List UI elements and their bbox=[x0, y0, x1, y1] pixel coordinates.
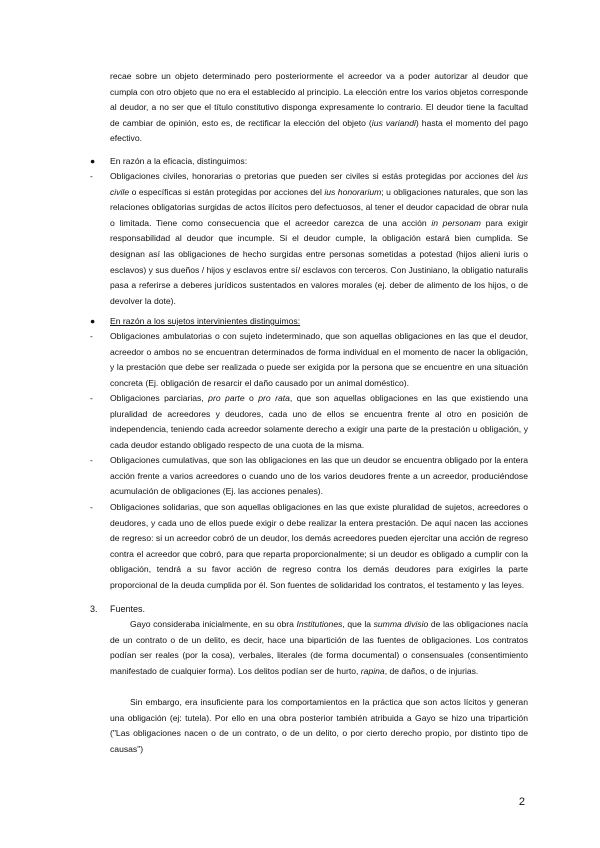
intro-text-1: recae sobre un objeto determinado pero posteriormente el acreedor va a poder autorizar al deudor que cumpla con otro objeto que no era el establecido al principio. La elección entre los varios objetos corresponde al deudor, a no ser que el título constitutivo disponga expresamente lo contrario. El deudor tiene la facultad de cambiar de opinión, esto es, de rectificar la elección del objeto ( bbox=[110, 71, 529, 128]
dash-marker: - bbox=[90, 171, 93, 181]
parciarias-text-2: o bbox=[244, 393, 259, 403]
sujetos-heading-row bbox=[90, 314, 300, 330]
eficacia-text-3: ; u obligaciones naturales, que son las relaciones obligatorias surgidas de actos ilícitos pero defectuosos, al tener el deudor capacidad de obrar nula o limitada. Tiene como consecuencia que el acreedor carezca de una acción bbox=[110, 186, 528, 228]
fuentes-italic-2: summa divisio bbox=[373, 619, 429, 629]
ambulatorias-item bbox=[90, 329, 528, 391]
parciarias-text-1: Obligaciones parciarias, bbox=[110, 393, 209, 403]
parciarias-item bbox=[90, 391, 528, 453]
solidarias-text: Obligaciones solidarias, que son aquellas obligaciones en las que existe pluralidad de sujetos, acreedores o deudores, y cada uno de ellos puede exigir o debe realizar la entera prestación. De aquí nacen las acciones de regreso: si un acreedor cobró de un deudor, los demás acreedores pueden ejercitar una acción de regreso contra el acreedor que cobró, para que reparta proporcionalmente; si un deudor es obligado a cumplir con la obligación, tendrá a su favor acción de regreso contra los demás deudores para exigirles la parte proporcional de la deuda cumplida por él. Son fuentes de solidaridad los contratos, el testamento y las leyes. bbox=[110, 502, 528, 590]
cumulativas-item bbox=[90, 453, 528, 500]
eficacia-item bbox=[90, 169, 528, 309]
eficacia-text-2: o específicas si están protegidas por acciones del bbox=[129, 186, 325, 197]
ambulatorias-text: Obligaciones ambulatorias o con sujeto indeterminado, que son aquellas obligaciones en las que el deudor, acreedor o ambos no se encuentran determinados de forma individual en el momento de nacer la obligación, y la prestación que debe ser realizada o puede ser exigida por la persona que se encuentre en una situación concreta (Ej. obligación de resarcir el daño causado por un animal doméstico). bbox=[110, 331, 528, 388]
eficacia-italic-1: ius civile bbox=[110, 171, 528, 197]
intro-italic: ius variandi bbox=[371, 117, 416, 128]
fuentes-italic-1: Institutiones bbox=[296, 619, 343, 629]
parciarias-italic-2: pro rata bbox=[258, 393, 290, 403]
fuentes-italic-3: rapina bbox=[360, 665, 385, 676]
sin-embargo-paragraph: Sin embargo, era insuficiente para los comportamientos en la práctica que son actos lícitos y generan una obligación (ej: tutela). Por ello en una obra posterior también atribuida a Gayo se hizo una tripartición ("Las obligaciones nacen o de un contrato, o de un delito, o por cierto derecho propio, por distinto tipo de causas") bbox=[110, 697, 528, 754]
parciarias-italic-1: pro parte bbox=[208, 393, 245, 403]
eficacia-italic-3: in personam bbox=[431, 217, 481, 228]
fuentes-text-2: , que la bbox=[342, 619, 374, 629]
bullet-icon: ● bbox=[90, 316, 96, 326]
sujetos-heading: En razón a los sujetos intervinientes distinguimos: bbox=[110, 316, 301, 326]
intro-text-2: ) hasta el momento del pago efectivo. bbox=[110, 117, 529, 144]
solidarias-item bbox=[90, 500, 528, 594]
eficacia-heading: En razón a la eficacia, distinguimos: bbox=[110, 156, 248, 166]
cumulativas-text: Obligaciones cumulativas, que son las obligaciones en las que un deudor se encuentra obligado por la entera acción frente a varios acreedores o cuando uno de los varios deudores frente a un acreedor, produciéndose acumulación de obligaciones (Ej. las acciones penales). bbox=[110, 455, 528, 497]
section-number: 3. bbox=[90, 604, 98, 614]
eficacia-text-4: para exigir responsabilidad al deudor que incumple. Si el deudor cumple, la obligación estará bien cumplida. Se designan así las obligaciones de hecho surgidas entre personas sometidas a potestad (hijos alieni iuris o esclavos) y sus dueños / hijos y esclavos entre sí/ esclavos con terceros. Con Justiniano, la obligatio naturalis pasa a referirse a deberes jurídicos sustentados en valores morales (ej. deber de alimento de los hijos, o de devolver la dote). bbox=[110, 217, 529, 306]
dash-marker: - bbox=[90, 455, 93, 465]
eficacia-italic-2: ius honorarium bbox=[324, 186, 382, 197]
fuentes-text-3: de las obligaciones nacía de un contrato o de un delito, es decir, hace una bipartición de las fuentes de obligaciones. Los contratos podían ser reales (por la cosa), verbales, literales (de forma documental) o consensuales (consentimiento manifestado de cualquier forma). Los delitos podían ser de hurto, bbox=[110, 619, 528, 676]
dash-marker: - bbox=[90, 331, 93, 341]
fuentes-text-4: , de daños, o de injurias. bbox=[384, 665, 479, 676]
parciarias-text bbox=[110, 391, 528, 453]
bullet-icon: ● bbox=[90, 156, 96, 166]
fuentes-paragraph bbox=[110, 617, 528, 679]
eficacia-heading-row bbox=[90, 154, 247, 170]
fuentes-heading: Fuentes. bbox=[110, 604, 146, 614]
parciarias-text-3: , que son aquellas obligaciones en las que existiendo una pluralidad de acreedores y deudores, cada uno de ellos se encuentra frente al otro en posición de independencia, teniendo cada acreedor solamente derecho a exigir una parte de la prestación u obligación, y cada deudor estando obligado respecto de una cuota de la misma. bbox=[110, 393, 528, 450]
eficacia-text bbox=[110, 169, 528, 309]
page-number: 2 bbox=[518, 796, 525, 808]
dash-marker: - bbox=[90, 393, 93, 403]
fuentes-heading-row bbox=[90, 602, 145, 618]
dash-marker: - bbox=[90, 502, 93, 512]
intro-paragraph bbox=[110, 69, 528, 147]
eficacia-text-1: Obligaciones civiles, honorarias o pretorias que pueden ser civiles si estás protegidas por acciones del bbox=[110, 171, 517, 181]
fuentes-text-1: Gayo consideraba inicialmente, en su obra bbox=[130, 619, 297, 629]
